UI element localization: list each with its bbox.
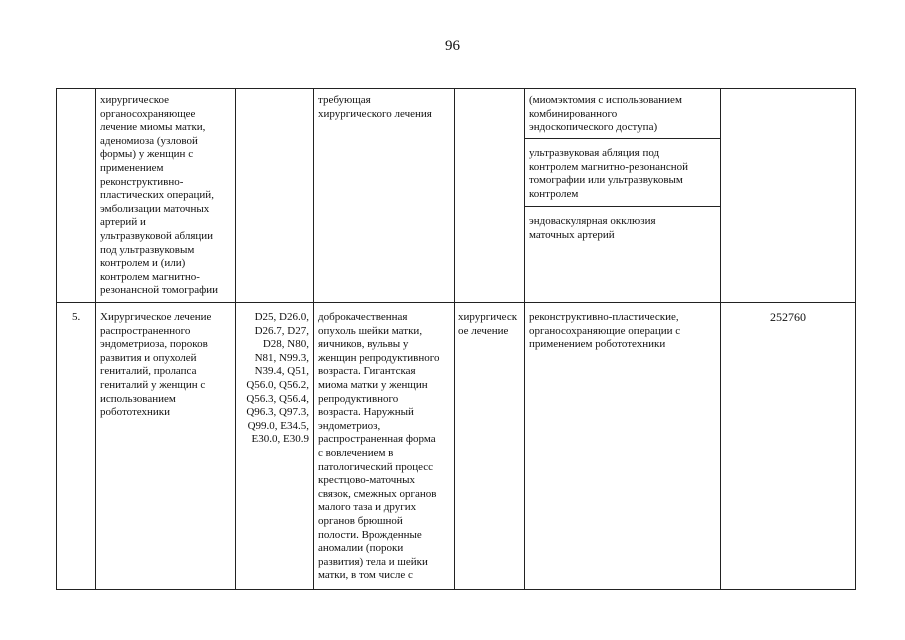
row2-method-cell: реконструктивно-пластические, органосохраняющие операции с применением робототехники <box>529 311 681 351</box>
row2-name-cell: Хирургическое лечение распространенного эндометриоза, пороков развития и опухолей гениталий, пролапса гениталий у женщин с использованием робототехники <box>100 311 212 419</box>
table-bottom-border <box>56 589 856 590</box>
row2-number: 5. <box>72 311 81 323</box>
table-top-border <box>56 88 856 89</box>
medical-care-table <box>56 88 856 590</box>
row2-treatment-type-cell: хирургическ ое лечение <box>458 311 518 337</box>
col-divider-4 <box>454 88 455 590</box>
col-divider-3 <box>313 88 314 590</box>
col-divider-2 <box>235 88 236 590</box>
page-number: 96 <box>445 38 460 54</box>
col-divider-5 <box>524 88 525 590</box>
row1-method-3: эндоваскулярная окклюзия маточных артерий <box>529 215 656 241</box>
table-right-border <box>855 88 856 590</box>
col-divider-6 <box>720 88 721 590</box>
row2-model-cell: доброкачественная опухоль шейки матки, яичников, вульвы у женщин репродуктивного возраста. Гигантская миома матки у женщин репродуктивного возраста. Наружный эндометриоз, распространенная форма с вовлечением в патологический процесс крестцово-маточных связок, смежных органов малого таза и других органов брюшной полости. Врожденные аномалии (пороки развития) тела и шейки матки, в том числе с <box>318 311 440 582</box>
row1-method-2: ультразвуковая абляция под контролем магнитно-резонансной томографии или ультразвуковым контролем <box>529 147 689 200</box>
row2-codes-cell: D25, D26.0, D26.7, D27, D28, N80, N81, N99.3, N39.4, Q51, Q56.0, Q56.2, Q56.3, Q56.4, Q96.3, Q97.3, Q99.0, E34.5, E30.0, E30.9 <box>246 311 309 446</box>
col-divider-1 <box>95 88 96 590</box>
row-separator <box>56 302 856 303</box>
row1-method-1: (миомэктомия с использованием комбинированного эндоскопического доступа) <box>529 94 682 134</box>
row2-cost-cell: 252760 <box>770 310 806 324</box>
row1-model-cell: требующая хирургического лечения <box>318 94 432 120</box>
table-left-border <box>56 88 57 590</box>
row1-name-cell: хирургическое органосохраняющее лечение миомы матки, аденомиоза (узловой формы) у женщин с применением реконструктивно- пластических операций, эмболизации маточных артерий и ультразвуковой абляции под ультразвуковым контролем и (или) контролем магнитно- резонансной томографии <box>100 94 219 297</box>
method-separator-2 <box>524 206 721 207</box>
method-separator-1 <box>524 138 721 139</box>
